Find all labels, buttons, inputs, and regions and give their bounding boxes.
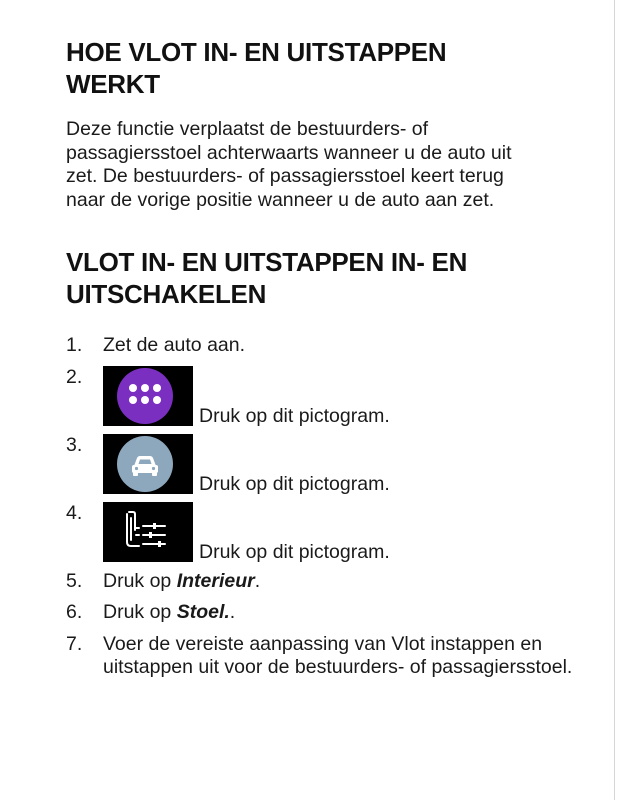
section-paragraph: Deze functie verplaatst de bestuurders- of passagiersstoel achterwaarts wanneer u de auto uit zet. De bestuurders- of passagiersstoel keert terug naar de vorige positie wanneer u de auto aan zet. [66, 118, 512, 211]
car-icon-circle [117, 436, 173, 492]
dot [153, 396, 161, 404]
step-text: Zet de auto aan. [103, 334, 246, 356]
step-prefix: Druk op [103, 569, 177, 592]
car-icon-glyph [117, 436, 173, 492]
dot [153, 384, 161, 392]
step-suffix: . [254, 569, 261, 592]
step-caption: Druk op dit pictogram. [199, 540, 390, 563]
car-icon [103, 434, 193, 494]
step-emphasis-interieur: Interieur [176, 569, 255, 592]
apps-grid-icon [103, 366, 193, 426]
step-emphasis-stoel: Stoel. [176, 601, 230, 623]
step-number: 4. [66, 501, 83, 524]
section-heading-how-it-works: HOE VLOT IN- EN UITSTAPPEN WERKT [66, 37, 447, 99]
page-edge-rule [614, 0, 615, 800]
step-suffix: . [229, 601, 236, 623]
step-number: 1. [66, 334, 83, 356]
step-number: 5. [66, 569, 83, 592]
step-3 [66, 434, 606, 494]
step-number: 6. [66, 601, 83, 623]
step-number: 2. [66, 365, 83, 388]
step-prefix: Druk op [103, 601, 177, 623]
step-caption: Druk op dit pictogram. [199, 404, 390, 427]
steps-list [66, 334, 606, 680]
step-text: Voer de vereiste aanpassing van Vlot instappen en uitstappen uit voor de bestuurders- of passagiersstoel. [103, 632, 573, 678]
dot [129, 384, 137, 392]
step-1 [66, 334, 606, 358]
step-number: 3. [66, 433, 83, 456]
apps-grid-dots [129, 384, 161, 408]
step-5 [66, 570, 606, 594]
section-heading-enable-disable: VLOT IN- EN UITSTAPPEN IN- EN UITSCHAKELEN [66, 247, 468, 309]
step-number: 7. [66, 632, 83, 655]
apps-grid-icon-circle [117, 368, 173, 424]
step-4 [66, 502, 606, 562]
step-7 [66, 633, 606, 680]
dot [141, 384, 149, 392]
step-2 [66, 366, 606, 426]
step-6 [66, 601, 606, 625]
seat-settings-glyph [103, 502, 193, 562]
manual-page [66, 36, 606, 680]
step-caption: Druk op dit pictogram. [199, 472, 390, 495]
seat-settings-icon [103, 502, 193, 562]
dot [129, 396, 137, 404]
dot [141, 396, 149, 404]
